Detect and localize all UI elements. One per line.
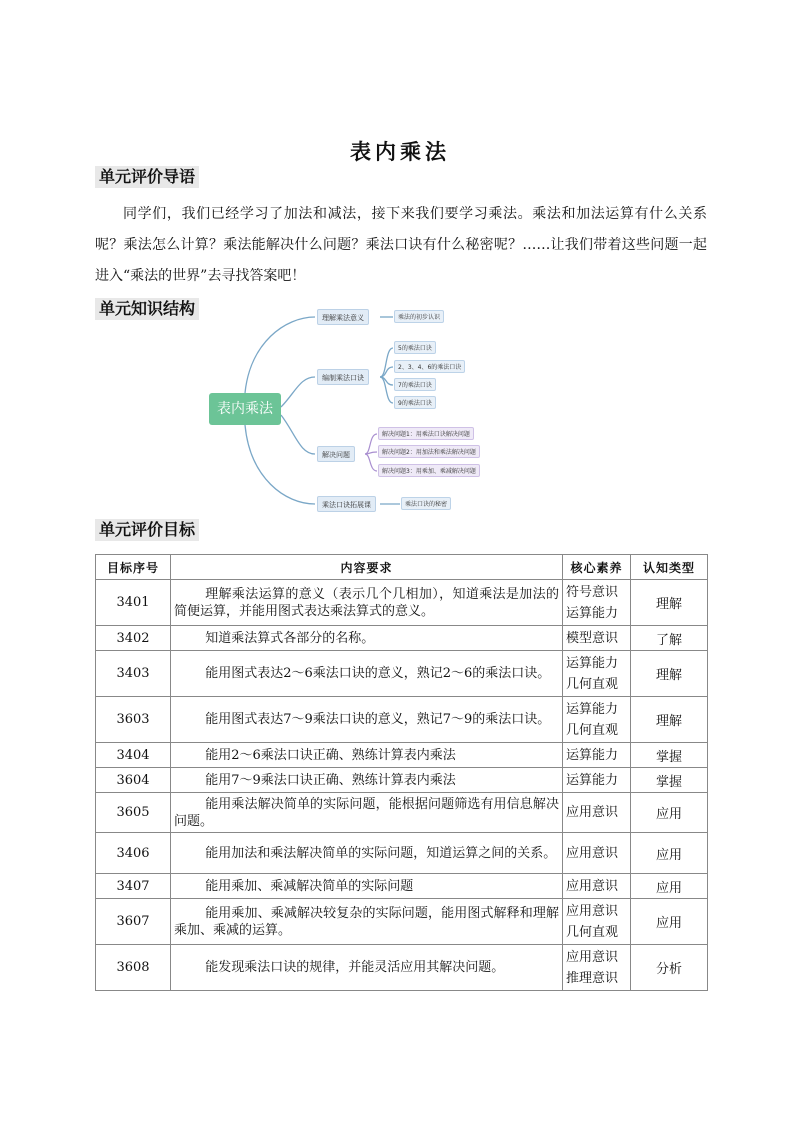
goal-type: 理解: [631, 580, 708, 626]
knowledge-mindmap: [205, 303, 505, 518]
connector-root-b3: [281, 415, 315, 454]
intro-paragraph: [95, 199, 707, 292]
goal-content: 知道乘法算式各部分的名称。: [171, 626, 563, 651]
mindmap-leaf: 2、3、4、6的乘法口诀: [394, 360, 465, 373]
goal-id: 3603: [96, 697, 171, 743]
goal-type: 应用: [631, 833, 708, 874]
intro-heading: 单元评价导语: [95, 166, 199, 188]
connector-root-b1: [245, 317, 315, 393]
goal-content: 能发现乘法口诀的规律，并能灵活应用其解决问题。: [171, 945, 563, 991]
goal-core: 运算能力: [563, 743, 631, 768]
goal-content: 能用图式表达7～9乘法口诀的意义，熟记7～9的乘法口诀。: [171, 697, 563, 743]
goal-content: 能用7～9乘法口诀正确、熟练计算表内乘法: [171, 768, 563, 793]
goal-type: 了解: [631, 626, 708, 651]
goal-id: 3407: [96, 874, 171, 899]
goal-type: 应用: [631, 874, 708, 899]
mindmap-branch-meaning: 理解乘法意义: [317, 309, 369, 325]
goal-type: 掌握: [631, 743, 708, 768]
goal-type: 理解: [631, 697, 708, 743]
table-row: [96, 899, 708, 945]
table-row: [96, 768, 708, 793]
header-type: 认知类型: [631, 555, 708, 580]
table-row: [96, 833, 708, 874]
goal-id: 3404: [96, 743, 171, 768]
table-row: [96, 626, 708, 651]
mindmap-branch-extension: 乘法口诀拓展课: [317, 496, 376, 512]
goal-type: 理解: [631, 651, 708, 697]
goal-content: 能用加法和乘法解决简单的实际问题，知道运算之间的关系。: [171, 833, 563, 874]
goal-core: 应用意识 几何直观: [563, 899, 631, 945]
goal-core: 符号意识 运算能力: [563, 580, 631, 626]
goal-type: 分析: [631, 945, 708, 991]
goals-heading: 单元评价目标: [95, 519, 199, 541]
goal-core: 运算能力 几何直观: [563, 651, 631, 697]
goal-content: 能用乘加、乘减解决较复杂的实际问题，能用图式解释和理解乘加、乘减的运算。: [171, 899, 563, 945]
goal-id: 3605: [96, 793, 171, 833]
header-id: 目标序号: [96, 555, 171, 580]
goal-core: 应用意识 推理意识: [563, 945, 631, 991]
goal-id: 3401: [96, 580, 171, 626]
mindmap-leaf: 9的乘法口诀: [394, 396, 436, 409]
goals-table: [95, 554, 708, 991]
page-title: 表内乘法: [350, 140, 450, 164]
mindmap-leaf: 解决问题2：用加法和乘法解决问题: [378, 445, 480, 458]
header-content: 内容要求: [171, 555, 563, 580]
connector-root-b4: [245, 425, 315, 504]
structure-heading: 单元知识结构: [95, 298, 199, 320]
goal-content: 能用图式表达2～6乘法口诀的意义，熟记2～6的乘法口诀。: [171, 651, 563, 697]
goal-core: 应用意识: [563, 833, 631, 874]
goal-core: 模型意识: [563, 626, 631, 651]
table-row: [96, 651, 708, 697]
table-row: [96, 743, 708, 768]
mindmap-branch-formulas: 编制乘法口诀: [317, 369, 369, 385]
goal-core: 运算能力 几何直观: [563, 697, 631, 743]
mindmap-leaf: 解决问题1：用乘法口诀解决问题: [378, 427, 474, 440]
connector-b3-l1: [365, 434, 377, 454]
mindmap-leaf: 乘法的初步认识: [394, 310, 444, 323]
intro-text: 同学们，我们已经学习了加法和减法，接下来我们要学习乘法。乘法和加法运算有什么关系呢？乘法怎么计算？乘法能解决什么问题？乘法口诀有什么秘密呢？……让我们带着这些问题一起进入“乘法的世界”去寻找答案吧！: [95, 206, 707, 284]
goal-type: 掌握: [631, 768, 708, 793]
table-row: [96, 945, 708, 991]
goal-id: 3403: [96, 651, 171, 697]
goal-id: 3607: [96, 899, 171, 945]
goal-content: 能用乘法解决简单的实际问题，能根据问题筛选有用信息解决问题。: [171, 793, 563, 833]
mindmap-branch-problems: 解决问题: [317, 446, 355, 462]
header-core: 核心素养: [563, 555, 631, 580]
mindmap-root: 表内乘法: [209, 393, 281, 425]
goal-content: 能用2～6乘法口诀正确、熟练计算表内乘法: [171, 743, 563, 768]
goal-content: 能用乘加、乘减解决简单的实际问题: [171, 874, 563, 899]
connector-root-b2: [281, 377, 315, 407]
goal-core: 应用意识: [563, 874, 631, 899]
table-row: [96, 580, 708, 626]
mindmap-leaf: 乘法口诀的秘密: [401, 497, 451, 510]
mindmap-leaf: 7的乘法口诀: [394, 378, 436, 391]
goal-core: 运算能力: [563, 768, 631, 793]
table-row: [96, 697, 708, 743]
mindmap-leaf: 5的乘法口诀: [394, 341, 436, 354]
goal-id: 3406: [96, 833, 171, 874]
table-header-row: [96, 555, 708, 580]
goal-id: 3402: [96, 626, 171, 651]
goal-core: 应用意识: [563, 793, 631, 833]
mindmap-leaf: 解决问题3：用乘加、乘减解决问题: [378, 464, 480, 477]
goal-id: 3608: [96, 945, 171, 991]
connector-b3-l3: [365, 454, 377, 471]
table-row: [96, 793, 708, 833]
table-row: [96, 874, 708, 899]
goal-type: 应用: [631, 899, 708, 945]
goal-type: 应用: [631, 793, 708, 833]
goal-id: 3604: [96, 768, 171, 793]
goal-content: 理解乘法运算的意义（表示几个几相加），知道乘法是加法的简便运算，并能用图式表达乘法算式的意义。: [171, 580, 563, 626]
